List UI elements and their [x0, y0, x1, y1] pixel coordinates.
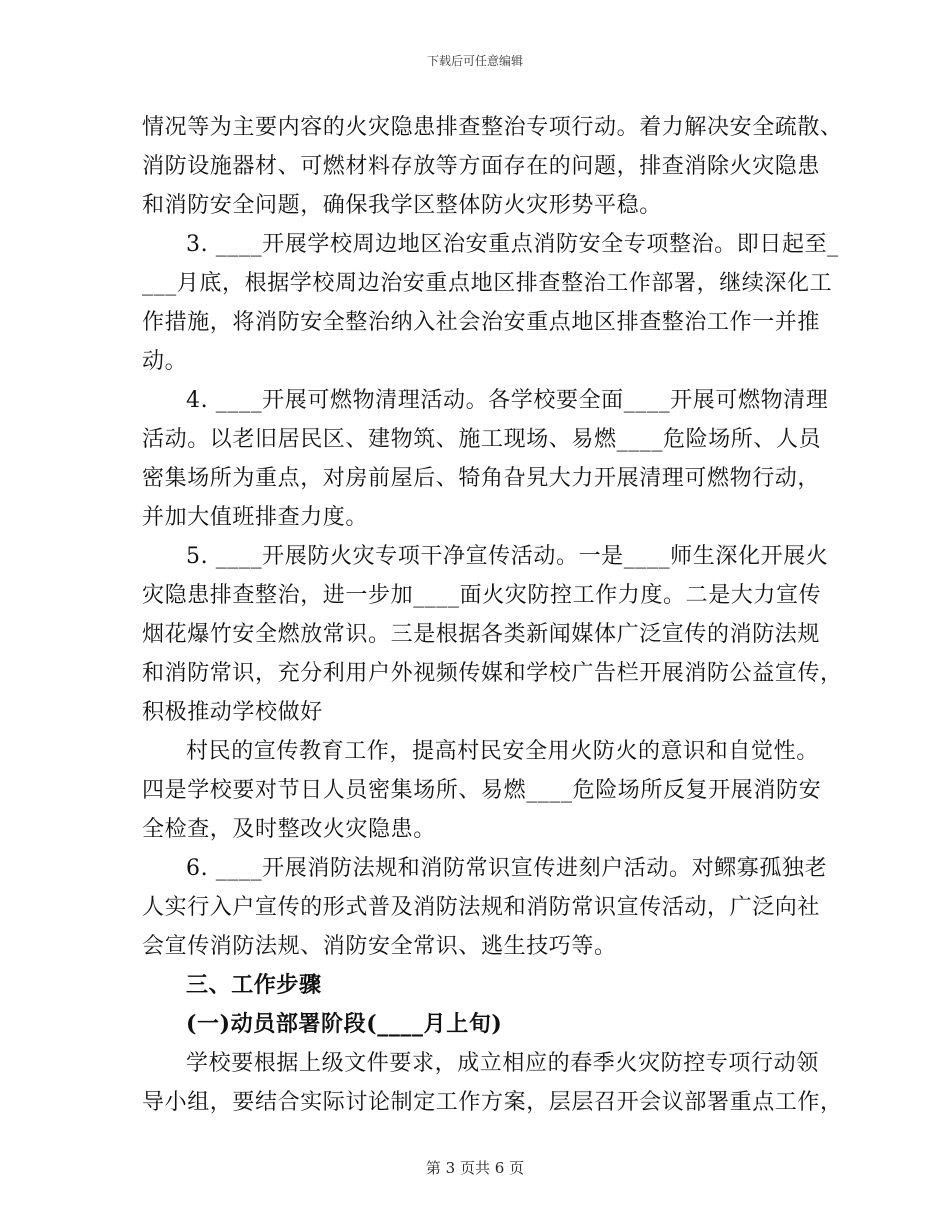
paragraph-line: 导小组，要结合实际讨论制定工作方案，层层召开会议部署重点工作， [142, 1090, 843, 1115]
paragraph-line: 3. ____开展学校周边地区治安重点消防安全专项整治。即日起至_ [186, 232, 839, 257]
paragraph-line: 灾隐患排查整治，进一步加____面火灾防控工作力度。二是大力宣传 [142, 583, 822, 608]
paragraph-line: 和消防常识，充分利用户外视频传媒和学校广告栏开展消防公益宣传， [142, 661, 843, 686]
document-body [142, 108, 843, 1122]
paragraph-line: 4. ____开展可燃物清理活动。各学校要全面____开展可燃物清理 [186, 388, 829, 413]
paragraph-line: 四是学校要对节日人员密集场所、易燃____危险场所反复开展消防安 [142, 778, 822, 803]
paragraph-line: 作措施，将消防安全整治纳入社会治安重点地区排查整治工作一并推 [142, 310, 821, 335]
paragraph-line: 烟花爆竹安全燃放常识。三是根据各类新闻媒体广泛宣传的消防法规 [142, 622, 821, 647]
paragraph-line: 人实行入户宣传的形式普及消防法规和消防常识宣传活动，广泛向社 [142, 895, 821, 920]
paragraph-line: 密集场所为重点，对房前屋后、犄角旮旯大力开展清理可燃物行动， [142, 466, 821, 491]
page-footer: 第 3 页共 6 页 [425, 1159, 525, 1177]
paragraph-line: 学校要根据上级文件要求，成立相应的春季火灾防控专项行动领 [186, 1051, 819, 1076]
section-heading-line: (一)动员部署阶段(____月上旬) [186, 1011, 503, 1037]
paragraph-line: 动。 [142, 349, 188, 374]
paragraph-line: 活动。以老旧居民区、建物筑、施工现场、易燃____危险场所、人员 [142, 427, 822, 452]
paragraph-line: 会宣传消防法规、消防安全常识、逃生技巧等。 [142, 934, 617, 959]
paragraph-line: 5. ____开展防火灾专项干净宣传活动。一是____师生深化开展火 [186, 544, 829, 569]
paragraph-line: 并加大值班排查力度。 [142, 505, 369, 530]
paragraph-line: 和消防安全问题，确保我学区整体防火灾形势平稳。 [142, 193, 662, 218]
paragraph-line: 村民的宣传教育工作，提高村民安全用火防火的意识和自觉性。 [186, 739, 819, 764]
paragraph-line: 全检查，及时整改火灾隐患。 [142, 817, 436, 842]
paragraph-line: 情况等为主要内容的火灾隐患排查整治专项行动。着力解决安全疏散、 [142, 115, 843, 140]
page-header: 下载后可任意编辑 [426, 54, 523, 68]
paragraph-line: 积极推动学校做好 [142, 700, 323, 725]
paragraph-line: ___月底，根据学校周边治安重点地区排查整治工作部署，继续深化工 [142, 271, 833, 296]
paragraph-line: 消防设施器材、可燃材料存放等方面存在的问题，排查消除火灾隐患 [142, 154, 821, 179]
section-heading-line: 三、工作步骤 [186, 972, 322, 998]
paragraph-line: 6. ____开展消防法规和消防常识宣传进刻户活动。对鳏寡孤独老 [186, 856, 828, 881]
